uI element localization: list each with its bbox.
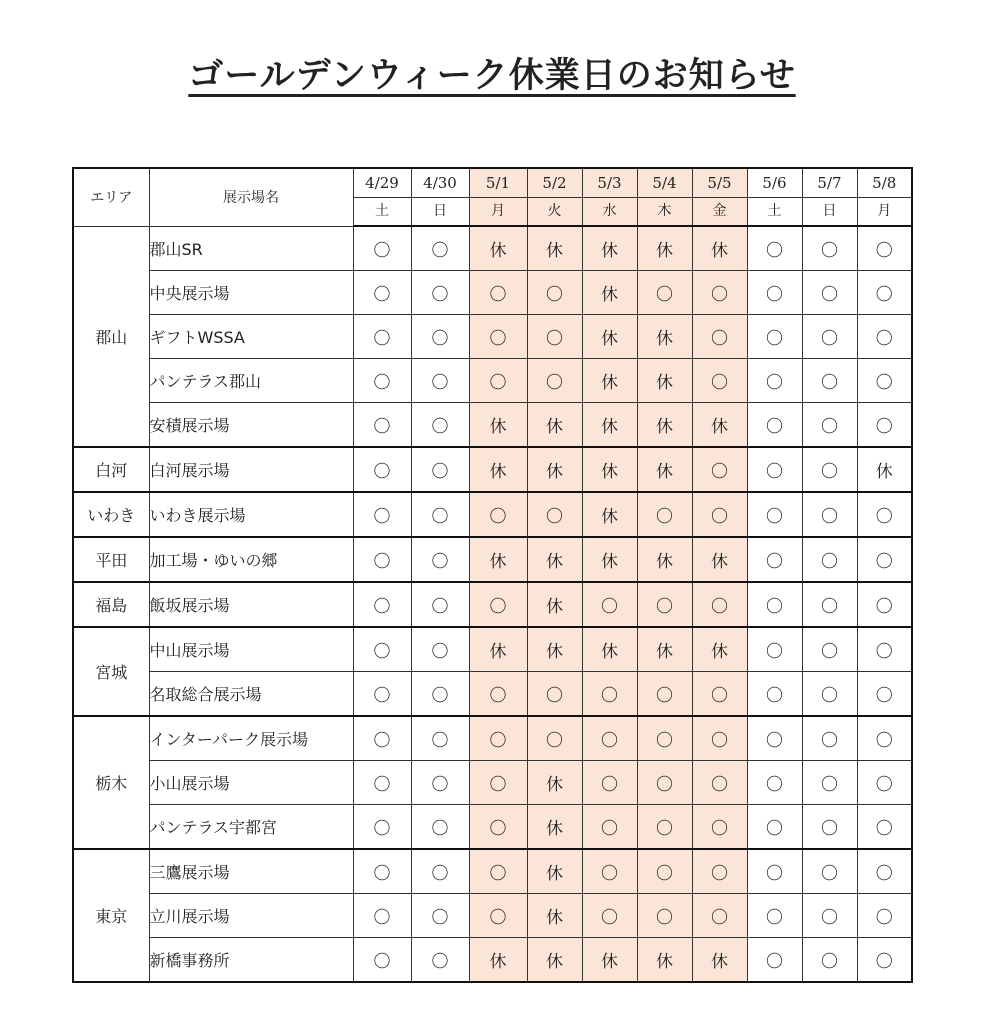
date-header: 5/2 — [527, 168, 582, 198]
status-cell: 〇 — [353, 805, 411, 850]
area-cell: 平田 — [73, 537, 149, 582]
area-cell: いわき — [73, 492, 149, 537]
status-cell: 〇 — [411, 582, 469, 627]
status-cell: 休 — [527, 761, 582, 805]
table-row — [73, 359, 912, 403]
status-cell: 〇 — [747, 582, 802, 627]
status-cell: 休 — [469, 403, 527, 448]
venue-cell: 中山展示場 — [149, 627, 353, 672]
status-cell: 〇 — [802, 849, 857, 894]
status-cell: 休 — [637, 627, 692, 672]
venue-cell: 加工場・ゆいの郷 — [149, 537, 353, 582]
table-row — [73, 582, 912, 627]
date-header: 5/8 — [857, 168, 912, 198]
status-cell: 休 — [469, 627, 527, 672]
status-cell: 〇 — [527, 492, 582, 537]
status-cell: 休 — [469, 938, 527, 983]
status-cell: 〇 — [857, 226, 912, 271]
status-cell: 休 — [527, 537, 582, 582]
page-title — [0, 48, 984, 98]
status-cell: 〇 — [582, 582, 637, 627]
status-cell: 〇 — [802, 672, 857, 717]
status-cell: 〇 — [637, 849, 692, 894]
status-cell: 休 — [582, 492, 637, 537]
weekday-header: 月 — [469, 198, 527, 227]
status-cell: 休 — [527, 849, 582, 894]
weekday-header: 木 — [637, 198, 692, 227]
status-cell: 〇 — [802, 582, 857, 627]
status-cell: 〇 — [692, 894, 747, 938]
venue-cell: 郡山SR — [149, 226, 353, 271]
status-cell: 休 — [469, 447, 527, 492]
status-cell: 休 — [469, 537, 527, 582]
page-title-text: ゴールデンウィーク休業日のお知らせ — [188, 56, 796, 96]
status-cell: 休 — [527, 447, 582, 492]
venue-cell: いわき展示場 — [149, 492, 353, 537]
status-cell: 〇 — [802, 938, 857, 983]
table-row — [73, 938, 912, 983]
status-cell: 休 — [692, 226, 747, 271]
status-cell: 〇 — [857, 849, 912, 894]
table-row — [73, 447, 912, 492]
venue-cell: 安積展示場 — [149, 403, 353, 448]
status-cell: 〇 — [747, 716, 802, 761]
status-cell: 〇 — [857, 672, 912, 717]
status-cell: 〇 — [527, 359, 582, 403]
status-cell: 休 — [637, 226, 692, 271]
status-cell: 〇 — [411, 226, 469, 271]
status-cell: 〇 — [469, 894, 527, 938]
status-cell: 〇 — [802, 315, 857, 359]
status-cell: 休 — [582, 938, 637, 983]
venue-cell: 名取総合展示場 — [149, 672, 353, 717]
status-cell: 〇 — [582, 716, 637, 761]
status-cell: 〇 — [411, 672, 469, 717]
status-cell: 〇 — [469, 849, 527, 894]
date-header: 5/6 — [747, 168, 802, 198]
status-cell: 〇 — [411, 627, 469, 672]
status-cell: 〇 — [692, 315, 747, 359]
status-cell: 〇 — [353, 315, 411, 359]
status-cell: 休 — [582, 537, 637, 582]
weekday-header: 月 — [857, 198, 912, 227]
status-cell: 休 — [582, 226, 637, 271]
status-cell: 〇 — [802, 805, 857, 850]
status-cell: 〇 — [353, 359, 411, 403]
area-cell: 白河 — [73, 447, 149, 492]
status-cell: 休 — [637, 938, 692, 983]
status-cell: 〇 — [857, 582, 912, 627]
table-row — [73, 271, 912, 315]
status-cell: 〇 — [353, 894, 411, 938]
status-cell: 〇 — [857, 359, 912, 403]
status-cell: 〇 — [411, 537, 469, 582]
status-cell: 〇 — [353, 492, 411, 537]
status-cell: 〇 — [802, 492, 857, 537]
venue-cell: ギフトWSSA — [149, 315, 353, 359]
table-row — [73, 716, 912, 761]
status-cell: 〇 — [411, 894, 469, 938]
status-cell: 〇 — [411, 315, 469, 359]
status-cell: 〇 — [802, 894, 857, 938]
status-cell: 〇 — [527, 672, 582, 717]
status-cell: 〇 — [353, 226, 411, 271]
status-cell: 休 — [527, 894, 582, 938]
status-cell: 〇 — [637, 492, 692, 537]
status-cell: 〇 — [747, 492, 802, 537]
status-cell: 〇 — [857, 537, 912, 582]
status-cell: 〇 — [353, 761, 411, 805]
table-row — [73, 537, 912, 582]
weekday-header: 土 — [353, 198, 411, 227]
status-cell: 休 — [582, 627, 637, 672]
status-cell: 〇 — [637, 716, 692, 761]
venue-cell: パンテラス郡山 — [149, 359, 353, 403]
status-cell: 〇 — [692, 271, 747, 315]
status-cell: 〇 — [353, 627, 411, 672]
status-cell: 〇 — [353, 403, 411, 448]
status-cell: 〇 — [411, 492, 469, 537]
status-cell: 休 — [637, 359, 692, 403]
header-row-dates — [73, 168, 912, 198]
table-row — [73, 805, 912, 850]
date-header: 5/5 — [692, 168, 747, 198]
status-cell: 〇 — [747, 761, 802, 805]
status-cell: 〇 — [353, 672, 411, 717]
status-cell: 〇 — [411, 716, 469, 761]
status-cell: 〇 — [637, 271, 692, 315]
status-cell: 休 — [582, 315, 637, 359]
status-cell: 休 — [469, 226, 527, 271]
status-cell: 〇 — [527, 315, 582, 359]
status-cell: 〇 — [637, 672, 692, 717]
table-row — [73, 672, 912, 717]
status-cell: 休 — [582, 403, 637, 448]
status-cell: 〇 — [411, 403, 469, 448]
status-cell: 〇 — [469, 315, 527, 359]
status-cell: 〇 — [637, 894, 692, 938]
table-row — [73, 492, 912, 537]
status-cell: 〇 — [802, 627, 857, 672]
status-cell: 〇 — [747, 849, 802, 894]
status-cell: 〇 — [692, 849, 747, 894]
venue-cell: 飯坂展示場 — [149, 582, 353, 627]
status-cell: 〇 — [857, 271, 912, 315]
status-cell: 休 — [527, 582, 582, 627]
status-cell: 〇 — [582, 761, 637, 805]
status-cell: 〇 — [411, 359, 469, 403]
status-cell: 〇 — [857, 761, 912, 805]
status-cell: 〇 — [802, 226, 857, 271]
status-cell: 〇 — [637, 805, 692, 850]
venue-cell: パンテラス宇都宮 — [149, 805, 353, 850]
holiday-schedule-table — [72, 167, 913, 983]
status-cell: 〇 — [692, 582, 747, 627]
status-cell: 〇 — [469, 761, 527, 805]
status-cell: 〇 — [802, 537, 857, 582]
status-cell: 〇 — [747, 938, 802, 983]
status-cell: 〇 — [747, 447, 802, 492]
weekday-header: 土 — [747, 198, 802, 227]
table-row — [73, 315, 912, 359]
date-header: 4/30 — [411, 168, 469, 198]
area-column-header: エリア — [73, 168, 149, 226]
table-row — [73, 849, 912, 894]
table-row — [73, 761, 912, 805]
status-cell: 〇 — [527, 271, 582, 315]
status-cell: 〇 — [637, 761, 692, 805]
status-cell: 休 — [692, 627, 747, 672]
venue-cell: 立川展示場 — [149, 894, 353, 938]
status-cell: 〇 — [857, 492, 912, 537]
status-cell: 〇 — [582, 672, 637, 717]
status-cell: 休 — [527, 938, 582, 983]
status-cell: 休 — [692, 403, 747, 448]
table-row — [73, 226, 912, 271]
status-cell: 休 — [527, 226, 582, 271]
status-cell: 〇 — [802, 447, 857, 492]
status-cell: 〇 — [469, 271, 527, 315]
status-cell: 〇 — [637, 582, 692, 627]
status-cell: 〇 — [747, 894, 802, 938]
status-cell: 〇 — [857, 627, 912, 672]
status-cell: 休 — [637, 537, 692, 582]
venue-column-header: 展示場名 — [149, 168, 353, 226]
status-cell: 〇 — [802, 716, 857, 761]
date-header: 5/1 — [469, 168, 527, 198]
status-cell: 休 — [692, 938, 747, 983]
status-cell: 〇 — [802, 271, 857, 315]
status-cell: 〇 — [747, 627, 802, 672]
area-cell: 郡山 — [73, 226, 149, 447]
status-cell: 〇 — [857, 938, 912, 983]
status-cell: 〇 — [747, 672, 802, 717]
status-cell: 〇 — [469, 805, 527, 850]
weekday-header: 水 — [582, 198, 637, 227]
status-cell: 休 — [527, 403, 582, 448]
weekday-header: 火 — [527, 198, 582, 227]
status-cell: 休 — [857, 447, 912, 492]
status-cell: 休 — [582, 271, 637, 315]
status-cell: 〇 — [692, 761, 747, 805]
weekday-header: 日 — [411, 198, 469, 227]
date-header: 4/29 — [353, 168, 411, 198]
status-cell: 休 — [692, 537, 747, 582]
status-cell: 〇 — [692, 359, 747, 403]
status-cell: 〇 — [353, 537, 411, 582]
status-cell: 〇 — [802, 359, 857, 403]
status-cell: 〇 — [747, 226, 802, 271]
status-cell: 〇 — [411, 938, 469, 983]
status-cell: 〇 — [747, 537, 802, 582]
status-cell: 〇 — [411, 271, 469, 315]
status-cell: 〇 — [411, 447, 469, 492]
status-cell: 休 — [582, 447, 637, 492]
status-cell: 〇 — [747, 271, 802, 315]
status-cell: 〇 — [857, 403, 912, 448]
status-cell: 〇 — [411, 761, 469, 805]
status-cell: 〇 — [582, 894, 637, 938]
status-cell: 〇 — [469, 582, 527, 627]
venue-cell: 三鷹展示場 — [149, 849, 353, 894]
status-cell: 〇 — [692, 492, 747, 537]
status-cell: 〇 — [802, 761, 857, 805]
status-cell: 〇 — [857, 716, 912, 761]
status-cell: 〇 — [411, 849, 469, 894]
weekday-header: 日 — [802, 198, 857, 227]
status-cell: 〇 — [747, 805, 802, 850]
area-cell: 福島 — [73, 582, 149, 627]
status-cell: 〇 — [692, 447, 747, 492]
status-cell: 〇 — [747, 315, 802, 359]
table-row — [73, 894, 912, 938]
venue-cell: 新橋事務所 — [149, 938, 353, 983]
status-cell: 〇 — [469, 359, 527, 403]
status-cell: 〇 — [353, 849, 411, 894]
venue-cell: 中央展示場 — [149, 271, 353, 315]
venue-cell: 小山展示場 — [149, 761, 353, 805]
status-cell: 〇 — [582, 805, 637, 850]
status-cell: 〇 — [582, 849, 637, 894]
venue-cell: インターパーク展示場 — [149, 716, 353, 761]
status-cell: 〇 — [353, 716, 411, 761]
status-cell: 〇 — [857, 894, 912, 938]
status-cell: 〇 — [353, 938, 411, 983]
status-cell: 〇 — [469, 492, 527, 537]
area-cell: 宮城 — [73, 627, 149, 716]
date-header: 5/7 — [802, 168, 857, 198]
status-cell: 〇 — [411, 805, 469, 850]
venue-cell: 白河展示場 — [149, 447, 353, 492]
status-cell: 〇 — [353, 582, 411, 627]
date-header: 5/4 — [637, 168, 692, 198]
status-cell: 〇 — [353, 271, 411, 315]
status-cell: 〇 — [802, 403, 857, 448]
date-header: 5/3 — [582, 168, 637, 198]
area-cell: 栃木 — [73, 716, 149, 849]
status-cell: 休 — [527, 805, 582, 850]
status-cell: 休 — [637, 315, 692, 359]
status-cell: 休 — [527, 627, 582, 672]
status-cell: 〇 — [692, 716, 747, 761]
weekday-header: 金 — [692, 198, 747, 227]
status-cell: 〇 — [692, 805, 747, 850]
status-cell: 〇 — [692, 672, 747, 717]
status-cell: 休 — [637, 447, 692, 492]
status-cell: 〇 — [469, 716, 527, 761]
status-cell: 〇 — [747, 403, 802, 448]
table-row — [73, 627, 912, 672]
status-cell: 休 — [582, 359, 637, 403]
status-cell: 〇 — [747, 359, 802, 403]
status-cell: 〇 — [353, 447, 411, 492]
status-cell: 〇 — [857, 805, 912, 850]
table-body — [73, 168, 912, 982]
area-cell: 東京 — [73, 849, 149, 982]
status-cell: 〇 — [527, 716, 582, 761]
status-cell: 〇 — [857, 315, 912, 359]
status-cell: 休 — [637, 403, 692, 448]
status-cell: 〇 — [469, 672, 527, 717]
table-row — [73, 403, 912, 448]
